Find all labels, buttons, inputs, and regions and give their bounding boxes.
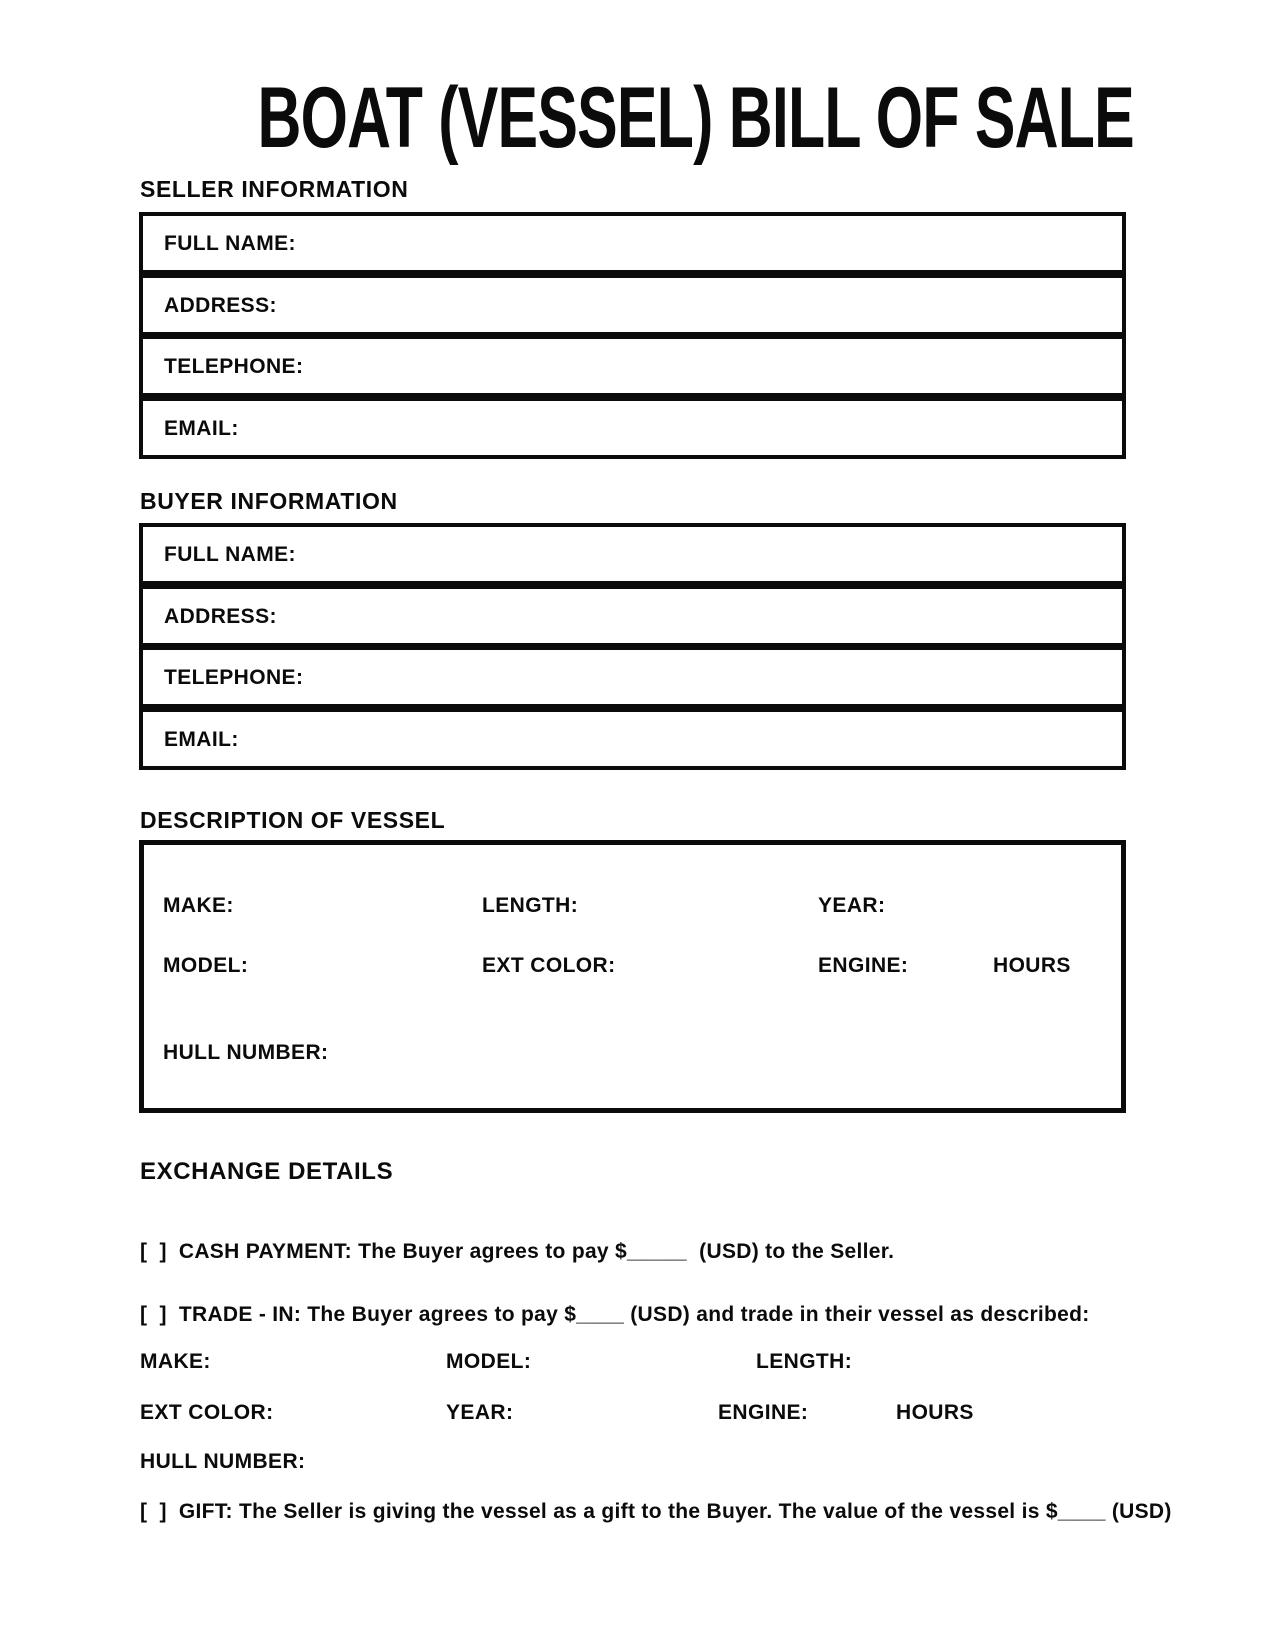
buyer-address-label: ADDRESS: — [164, 604, 277, 628]
seller-full-name-field[interactable] — [139, 212, 1126, 274]
seller-section-heading: SELLER INFORMATION — [140, 176, 409, 202]
trade-in-line — [140, 1301, 1240, 1328]
trade-vessel-row-2 — [140, 1399, 1240, 1426]
seller-address-field[interactable] — [139, 274, 1126, 336]
seller-telephone-label: TELEPHONE: — [164, 355, 304, 378]
gift-text: GIFT: The Seller is giving the vessel as a gift to the Buyer. The value of the vessel is $____ (USD) — [178, 1500, 1172, 1523]
seller-email-label: EMAIL: — [164, 416, 239, 440]
vessel-hours-label: HOURS — [993, 954, 1071, 977]
seller-full-name-label: FULL NAME: — [164, 232, 296, 255]
trade-vessel-row-1 — [140, 1348, 1240, 1375]
trade-vessel-row-3 — [140, 1448, 1240, 1475]
seller-email-field[interactable] — [139, 397, 1126, 459]
trade-in-checkbox[interactable]: [ ] — [140, 1303, 167, 1326]
buyer-email-label: EMAIL: — [164, 727, 239, 751]
trade-length-label: LENGTH: — [756, 1350, 853, 1373]
trade-make-label: MAKE: — [140, 1350, 211, 1373]
exchange-section-heading: EXCHANGE DETAILS — [140, 1158, 394, 1185]
gift-line — [140, 1498, 1240, 1525]
buyer-section-heading: BUYER INFORMATION — [140, 488, 398, 514]
buyer-info-box — [139, 523, 1126, 770]
vessel-model-label: MODEL: — [163, 954, 249, 977]
trade-hull-number-label: HULL NUMBER: — [140, 1450, 306, 1473]
vessel-hull-number-label: HULL NUMBER: — [163, 1041, 329, 1064]
trade-ext-color-label: EXT COLOR: — [140, 1401, 274, 1424]
vessel-length-label: LENGTH: — [482, 894, 579, 917]
buyer-full-name-label: FULL NAME: — [164, 543, 296, 566]
trade-model-label: MODEL: — [446, 1350, 532, 1373]
cash-payment-text: CASH PAYMENT: The Buyer agrees to pay $_____ (USD) to the Seller. — [178, 1240, 895, 1263]
document-content — [139, 0, 1172, 1651]
vessel-description-box[interactable] — [139, 840, 1126, 1113]
trade-hours-label: HOURS — [896, 1401, 974, 1424]
vessel-section-heading: DESCRIPTION OF VESSEL — [140, 807, 446, 833]
vessel-year-label: YEAR: — [818, 894, 886, 917]
trade-year-label: YEAR: — [446, 1401, 514, 1424]
gift-checkbox[interactable]: [ ] — [140, 1500, 167, 1523]
document-title: BOAT (VESSEL) BILL OF SALE — [257, 69, 1134, 166]
buyer-telephone-field[interactable] — [139, 646, 1126, 708]
cash-payment-line — [140, 1238, 1240, 1265]
seller-address-label: ADDRESS: — [164, 293, 277, 317]
cash-payment-checkbox[interactable]: [ ] — [140, 1240, 167, 1263]
buyer-telephone-label: TELEPHONE: — [164, 666, 304, 689]
vessel-ext-color-label: EXT COLOR: — [482, 954, 616, 977]
seller-info-box — [139, 212, 1126, 459]
buyer-email-field[interactable] — [139, 708, 1126, 770]
trade-in-text: TRADE - IN: The Buyer agrees to pay $____ (USD) and trade in their vessel as described: — [178, 1303, 1090, 1326]
vessel-engine-label: ENGINE: — [818, 954, 909, 977]
seller-telephone-field[interactable] — [139, 335, 1126, 397]
buyer-full-name-field[interactable] — [139, 523, 1126, 585]
buyer-address-field[interactable] — [139, 585, 1126, 647]
trade-engine-label: ENGINE: — [718, 1401, 809, 1424]
vessel-make-label: MAKE: — [163, 894, 234, 917]
